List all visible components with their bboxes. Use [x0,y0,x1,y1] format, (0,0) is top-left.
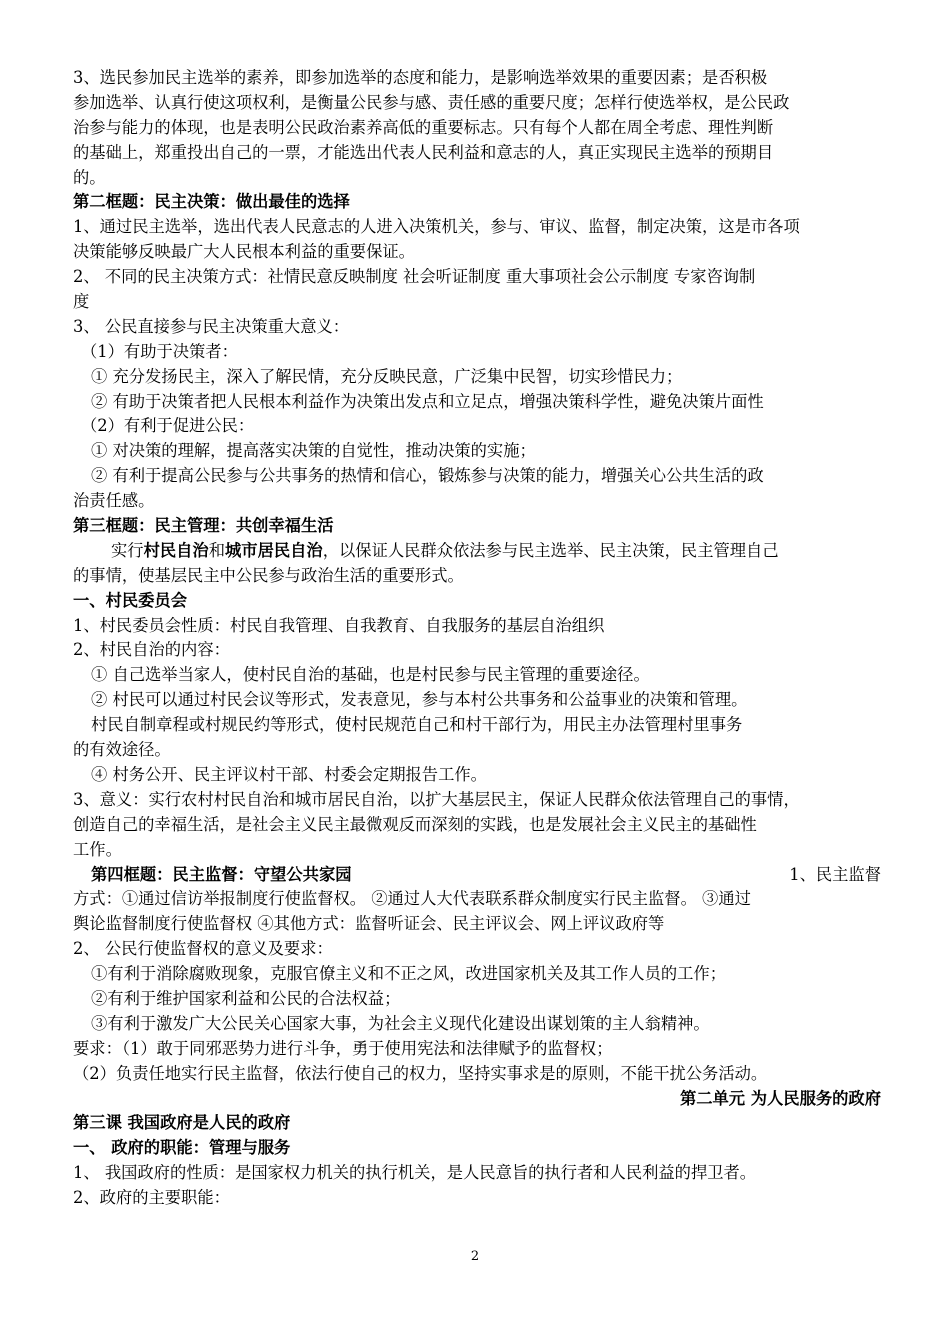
page-number: 2 [470,1249,480,1264]
list-item: ① 自己选举当家人，使村民自治的基础，也是村民参与民主管理的重要途径。 [91,665,650,685]
section-heading: 第四框题：民主监督：守望公共家园 [91,864,352,884]
list-item: ① 对决策的理解，提高落实决策的自觉性，推动决策的实施； [91,441,536,461]
text-fragment: ，以保证人民群众依法参与民主选举、民主决策，民主管理自己 [322,540,779,560]
list-item: ② 有利于提高公民参与公共事务的热情和信心，锻炼参与决策的能力，增强关心公共生活的政 [91,466,764,486]
text-line: 的事情，使基层民主中公民参与政治生活的重要形式。 [73,565,464,585]
text-line: 的。 [73,167,106,187]
text-line: 的基础上，郑重投出自己的一票，才能选出代表人民利益和意志的人，真正实现民主选举的预期目 [73,142,774,162]
text-line: 决策能够反映最广大人民根本利益的重要保证。 [73,242,415,262]
unit-heading: 第二单元 为人民服务的政府 [679,1088,881,1108]
text-fragment: 1、民主监督 [789,864,881,884]
text-fragment: 和 [208,540,226,560]
list-item: 村民自制章程或村规民约等形式，使村民规范自己和村干部行为，用民主办法管理村里事务 [91,715,743,735]
text-line: 3、意义：实行农村村民自治和城市居民自治，以扩大基层民主，保证人民群众依法管理自己的事情， [73,789,800,809]
list-item: ①有利于消除腐败现象，克服官僚主义和不正之风，改进国家机关及其工作人员的工作； [91,964,726,984]
section-heading: 第三框题：民主管理：共创幸福生活 [73,516,334,536]
split-line [73,863,881,888]
text-line: 的有效途径。 [73,740,171,760]
text-line: 2、政府的主要职能： [73,1188,230,1208]
mixed-line [73,539,881,564]
list-item: ④ 村务公开、民主评议村干部、村委会定期报告工作。 [91,764,487,784]
text-line: 方式：①通过信访举报制度行使监督权。 ②通过人大代表联系群众制度实行民主监督。 ③通过 [73,889,751,909]
text-line: （2）负责任地实行民主监督，依法行使自己的权力，坚持实事求是的原则，不能干扰公务活动。 [73,1063,768,1083]
text-line: 治参与能力的体现，也是表明公民政治素养高低的重要标志。只有每个人都在周全考虑、理性判断 [73,117,774,137]
text-line: 1、 我国政府的性质：是国家权力机关的执行机关，是人民意旨的执行者和人民利益的捍卫者。 [73,1163,757,1183]
document-page [73,66,881,1211]
text-line: （2）有利于促进公民： [81,416,255,436]
text-line: 参加选举、认真行使这项权利，是衡量公民参与感、责任感的重要尺度；怎样行使选举权，是公民政 [73,92,790,112]
text-line: 舆论监督制度行使监督权 ④其他方式：监督听证会、民主评议会、网上评议政府等 [73,914,665,934]
text-line: 2、 公民行使监督权的意义及要求： [73,939,333,959]
text-line: 2、 不同的民主决策方式：社情民意反映制度 社会听证制度 重大事项社会公示制度 专家咨询制 [73,267,756,287]
section-heading: 一、 政府的职能：管理与服务 [73,1138,291,1158]
list-item: ②有利于维护国家利益和公民的合法权益； [91,988,401,1008]
lesson-heading: 第三课 我国政府是人民的政府 [73,1113,291,1133]
text-line: 工作。 [73,839,122,859]
bold-term: 城市居民自治 [225,540,323,560]
list-item: ① 充分发扬民主，深入了解民情，充分反映民意，广泛集中民智，切实珍惜民力； [91,366,683,386]
list-item: ② 村民可以通过村民会议等形式，发表意见，参与本村公共事务和公益事业的决策和管理。 [91,690,748,710]
text-line: 2、村民自治的内容： [73,640,230,660]
text-line: 3、 公民直接参与民主决策重大意义： [73,316,350,336]
text-line: 要求：（1）敢于同邪恶势力进行斗争，勇于使用宪法和法律赋予的监督权； [73,1038,613,1058]
text-line: 创造自己的幸福生活，是社会主义民主最微观反而深刻的实践，也是发展社会主义民主的基础性 [73,814,757,834]
text-line: （1）有助于决策者： [81,341,238,361]
text-line: 3、选民参加民主选举的素养，即参加选举的态度和能力，是影响选举效果的重要因素；是否积极 [73,68,768,87]
text-fragment: 实行 [111,540,144,560]
text-line: 治责任感。 [73,491,155,511]
list-item: ③有利于激发广大公民关心国家大事，为社会主义现代化建设出谋划策的主人翁精神。 [91,1013,710,1033]
section-heading: 一、村民委员会 [73,590,187,610]
text-line: 1、通过民主选举，选出代表人民意志的人进入决策机关，参与、审议、监督，制定决策，这是市各项 [73,217,800,237]
bold-term: 村民自治 [143,540,209,560]
list-item: ② 有助于决策者把人民根本利益作为决策出发点和立足点，增强决策科学性，避免决策片面性 [91,391,764,411]
section-heading: 第二框题：民主决策：做出最佳的选择 [73,192,350,212]
text-line: 1、村民委员会性质：村民自我管理、自我教育、自我服务的基层自治组织 [73,615,605,635]
text-line: 度 [73,292,90,312]
